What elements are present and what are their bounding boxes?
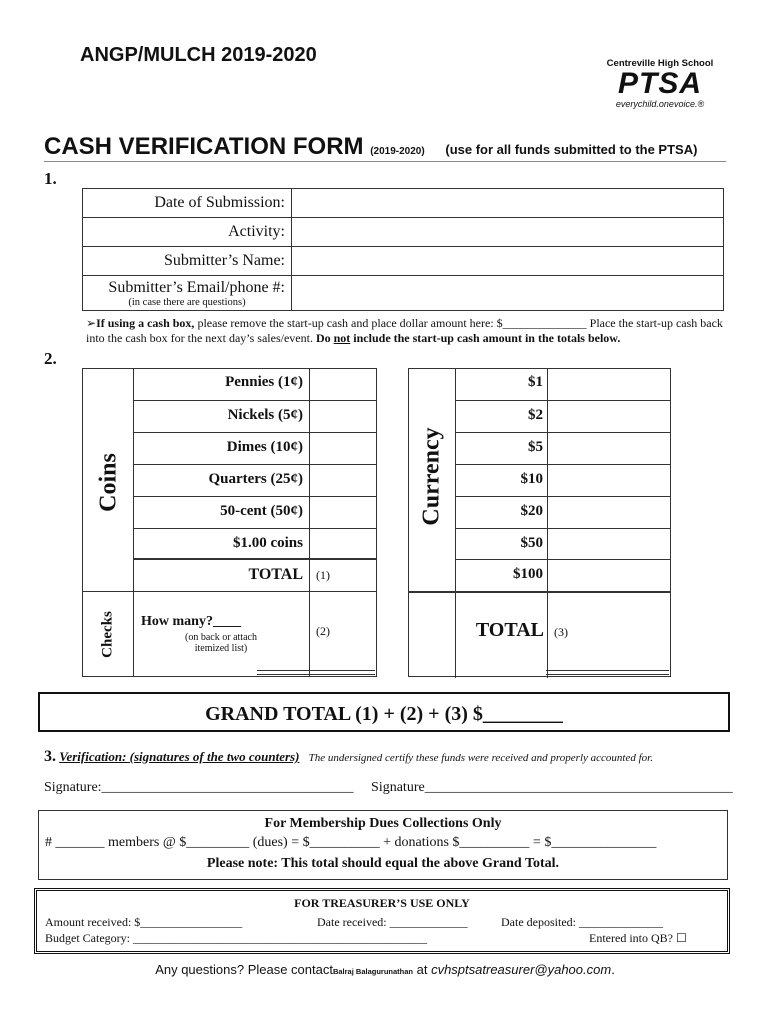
footer-at: at [413,962,432,977]
coin-label: Nickels (5¢) [227,407,303,423]
logo-school: Centreville High School [606,58,714,69]
checks-amount-field[interactable] [309,592,377,677]
currency-total-field[interactable] [547,593,671,678]
coin-label: Dimes (10¢) [226,439,303,455]
currency-row [455,559,670,592]
contact-email[interactable]: cvhsptsatreasurer@yahoo.com [431,962,612,977]
date-deposited[interactable]: Date deposited: ______________ [501,915,663,929]
amount-received[interactable]: Amount received: $_________________ [45,915,243,929]
date-label: Date of Submission: [83,189,292,218]
treasurer-title: FOR TREASURER’S USE ONLY [294,896,470,910]
denomination-label: $20 [520,503,543,519]
coin-amount-field[interactable] [309,529,377,561]
denomination-label: $2 [528,407,543,423]
contact-name: Balraj Balagurunathan [332,967,413,976]
budget-category[interactable]: Budget Category: _________________________________________________ [45,931,427,945]
currency-amount-field[interactable] [547,529,671,561]
coin-row-quarters [133,464,376,497]
membership-calculation[interactable]: # _______ members @ $_________ (dues) = $__________ + donations $__________ = $_______________ [45,835,657,850]
currency-amount-field[interactable] [547,465,671,497]
membership-box [38,810,728,880]
coins-total-row [133,558,376,592]
verification-title: Verification: (signatures of the two counters) [59,749,300,764]
note-text: please remove the start-up cash and place dollar amount here: $______________ Place the start-up cash back into the cash box for the next day’s sales/event. [86,316,723,345]
coins-label: Coins [95,453,122,512]
date-received[interactable]: Date received: _____________ [317,915,468,929]
coin-row-fifty-cent [133,496,376,529]
section-2-number: 2. [44,349,57,368]
coins-total-field[interactable] [309,560,377,592]
note-bold-3: include the start-up cash amount in the totals below. [350,331,621,345]
tag-3: (3) [554,625,568,639]
checks-hint: (on back or attach itemized list) [185,632,257,654]
grand-total-box [38,692,730,732]
coin-row-pennies [133,368,376,400]
coins-box [82,368,377,677]
currency-row [455,368,670,400]
note-underline: not [333,331,351,345]
coin-row-dollar-coins [133,528,376,561]
currency-row [455,400,670,433]
submitter-email-hint: (in case there are questions) [128,296,246,308]
submitter-name-label: Submitter’s Name: [83,247,292,276]
signature-lines [44,780,733,796]
logo-mark: PTSA [617,67,702,100]
arrow-icon: ➢ [86,316,97,330]
submitter-email-label: Submitter’s Email/phone #: [108,278,285,296]
checks-label: Checks [99,611,116,658]
currency-amount-field[interactable] [547,368,671,400]
checks-side [83,591,134,677]
membership-title: For Membership Dues Collections Only [264,816,502,831]
currency-amount-field[interactable] [547,401,671,433]
cash-box-note [86,316,726,346]
document-title: ANGP/MULCH 2019-2020 [80,44,317,66]
tag-1: (1) [316,568,330,582]
activity-field[interactable] [292,218,724,247]
grand-total-text: GRAND TOTAL (1) + (2) + (3) $________ [205,703,563,725]
currency-total-row [409,591,670,678]
coins-total-label: TOTAL [248,566,303,583]
coin-row-dimes [133,432,376,465]
currency-total-label: TOTAL [475,619,544,641]
verification-heading [44,748,653,766]
note-bold-2: Do [315,331,334,345]
currency-row [455,432,670,465]
section-3-number: 3. [44,748,56,765]
currency-side [409,369,456,591]
date-field[interactable] [292,189,724,218]
coin-amount-field[interactable] [309,497,377,529]
submitter-email-field[interactable] [292,276,724,311]
denomination-label: $50 [520,535,543,551]
ptsa-logo [590,58,730,118]
currency-label: Currency [418,427,445,526]
qb-checkbox[interactable]: Entered into QB? ☐ [589,931,687,945]
denomination-label: $1 [528,374,543,390]
submitter-name-field[interactable] [292,247,724,276]
currency-double-rule [546,670,669,675]
coin-amount-field[interactable] [309,368,377,400]
footer [0,962,770,977]
form-subtitle: (use for all funds submitted to the PTSA) [445,142,698,157]
currency-amount-field[interactable] [547,497,671,529]
signature-1[interactable]: Signature:____________________________________ [44,780,354,795]
submitter-email-label-cell [83,276,292,311]
currency-row [455,496,670,529]
currency-total-divider-left [455,593,456,678]
footer-end: . [611,962,615,977]
submission-info-table [82,188,724,311]
coin-amount-field[interactable] [309,433,377,465]
coin-amount-field[interactable] [309,401,377,433]
form-title-text: CASH VERIFICATION FORM [44,133,364,160]
verification-certify: The undersigned certify these funds were received and properly accounted for. [308,752,653,764]
treasurer-box [34,888,730,954]
currency-box [408,368,671,677]
form-year: (2019-2020) [370,146,425,157]
denomination-label: $100 [513,566,543,582]
currency-amount-field[interactable] [547,560,671,592]
form-title [44,133,697,161]
coins-double-rule [257,670,375,675]
denomination-label: $5 [528,439,543,455]
checks-row [133,591,376,677]
coin-label: $1.00 coins [232,535,303,551]
currency-row [455,528,670,561]
logo-tagline: everychild.onevoice.® [615,99,705,109]
coin-label: 50-cent (50¢) [220,503,303,519]
coin-label: Pennies (1¢) [225,374,303,390]
currency-amount-field[interactable] [547,433,671,465]
denomination-label: $10 [520,471,543,487]
coin-amount-field[interactable] [309,465,377,497]
tag-2: (2) [316,624,330,638]
membership-note: Please note: This total should equal the above Grand Total. [206,856,560,871]
currency-row [455,464,670,497]
signature-2[interactable]: Signature____________________________________________ [371,780,733,795]
footer-text: Any questions? Please contact [155,962,333,977]
coin-row-nickels [133,400,376,433]
note-bold: If using a cash box, [96,316,195,330]
section-1-number: 1. [44,169,57,188]
coin-label: Quarters (25¢) [208,471,303,487]
title-divider [44,161,726,162]
activity-label: Activity: [83,218,292,247]
checks-how-many: How many?____ [141,614,241,629]
